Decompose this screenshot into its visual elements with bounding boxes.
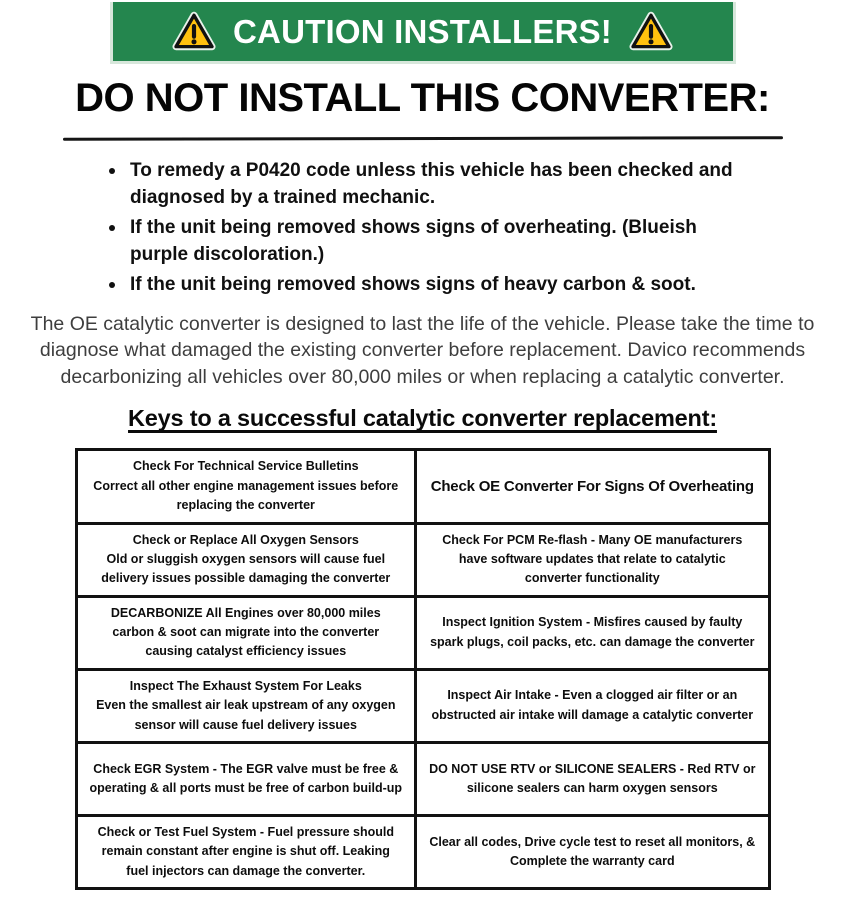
- list-item-text: If the unit being removed shows signs of heavy carbon & soot.: [130, 273, 696, 295]
- table-cell: [76, 669, 416, 742]
- cell-title: Inspect The Exhaust System For Leaks: [129, 678, 362, 693]
- table-cell: [416, 596, 769, 669]
- cell-title: Inspect Air Intake - Even a clogged air filter or an obstructed air intake will damage a catalytic converter: [431, 688, 754, 722]
- cell-title: DECARBONIZE All Engines over 80,000 miles carbon & soot can migrate into the converter causing catalyst efficiency issues: [110, 605, 381, 659]
- table-row: [76, 815, 769, 888]
- warning-triangle-icon: [171, 11, 217, 53]
- table-cell: [76, 742, 416, 815]
- cell-title: Check or Replace All Oxygen Sensors: [132, 532, 359, 547]
- tips-table: [75, 448, 771, 890]
- table-cell: [416, 523, 769, 596]
- advisory-paragraph: The OE catalytic converter is designed to last the life of the vehicle. Please take the time to diagnose what damaged the existing converter before replacement. Davico recommends decarbonizing all vehicles over 80,000 miles or when replacing a catalytic converter.: [30, 312, 815, 388]
- list-item-text: If the unit being removed shows signs of overheating. (Blueish purple discoloration.): [130, 216, 697, 265]
- caution-banner: [110, 2, 736, 64]
- table-row: [76, 523, 769, 596]
- divider-line: [62, 136, 782, 141]
- caution-flyer: [0, 2, 845, 921]
- cell-title: DO NOT USE RTV or SILICONE SEALERS - Red RTV or silicone sealers can harm oxygen sensors: [429, 761, 756, 795]
- cell-body: Even the smallest air leak upstream of any oxygen sensor will cause fuel delivery issues: [96, 698, 396, 732]
- table-cell: [416, 450, 769, 523]
- cell-body: Correct all other engine management issues before replacing the converter: [93, 478, 399, 513]
- list-item: [130, 215, 733, 269]
- keys-heading: Keys to a successful catalytic converter replacement:: [128, 405, 717, 432]
- warning-list: [130, 158, 733, 299]
- cell-title: Check EGR System - The EGR valve must be free & operating & all ports must be free of carbon build-up: [89, 761, 403, 795]
- cell-body: Old or sluggish oxygen sensors will cause fuel delivery issues possible damaging the converter: [101, 551, 391, 586]
- do-not-install-heading: DO NOT INSTALL THIS CONVERTER:: [75, 76, 770, 120]
- list-item-text: To remedy a P0420 code unless this vehicle has been checked and diagnosed by a trained mechanic.: [130, 160, 733, 208]
- table-cell: [76, 815, 416, 888]
- table-cell: [76, 596, 416, 669]
- cell-title: Clear all codes, Drive cycle test to reset all monitors, & Complete the warranty card: [429, 834, 756, 868]
- table-cell: [416, 669, 769, 742]
- warning-triangle-icon: [628, 11, 674, 53]
- cell-title: Check For Technical Service Bulletins: [133, 459, 359, 474]
- cell-title: Inspect Ignition System - Misfires caused by faulty spark plugs, coil packs, etc. can damage the converter: [430, 615, 755, 649]
- table-row: [76, 669, 769, 742]
- table-row: [76, 450, 769, 523]
- table-cell: [76, 523, 416, 596]
- table-cell: [416, 815, 769, 888]
- table-cell: [76, 450, 416, 523]
- cell-title: Check OE Converter For Signs Of Overheating: [430, 477, 754, 495]
- table-cell: [416, 742, 769, 815]
- banner-title: CAUTION INSTALLERS!: [233, 12, 612, 50]
- cell-title: Check or Test Fuel System - Fuel pressure should remain constant after engine is shut off. Leaking fuel injectors can damage the converter.: [97, 824, 394, 878]
- list-item: [130, 158, 733, 212]
- cell-title: Check For PCM Re-flash - Many OE manufacturers have software updates that relate to catalytic converter functionality: [442, 532, 743, 586]
- table-row: [76, 596, 769, 669]
- table-row: [76, 742, 769, 815]
- list-item: [130, 272, 733, 299]
